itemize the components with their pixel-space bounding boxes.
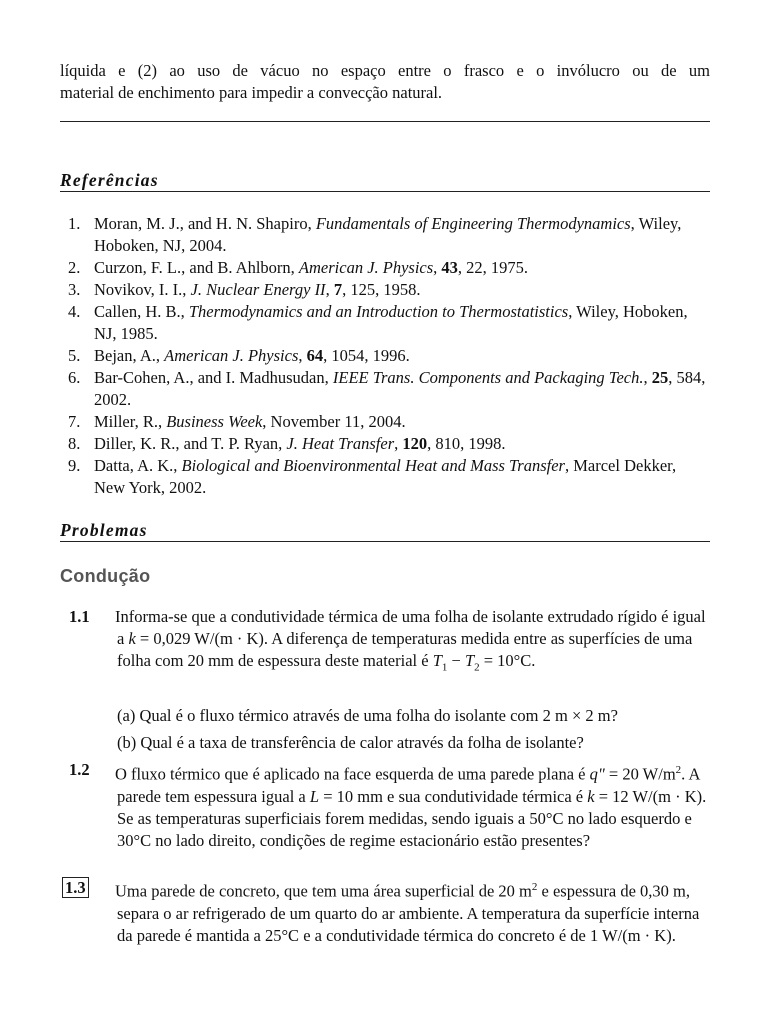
problem-text-part: = 20 W/m: [604, 764, 676, 784]
reference-authors: Bejan, A.,: [94, 346, 165, 365]
superscript: 2: [675, 764, 682, 776]
reference-number: 2.: [68, 258, 81, 277]
problem-text-part: = 12 W/(m · K). Se as temperaturas superficiais forem medidas, sendo iguais a 50°C no lado esquerdo e 30°C no lado direito, condições de regime estacionário estão presentes?: [117, 786, 707, 850]
reference-number: 7.: [68, 412, 81, 431]
reference-item: 3. Novikov, I. I., J. Nuclear Energy II, 7, 125, 1958.: [68, 280, 421, 299]
problems-rule: [60, 541, 710, 542]
problem-1-1: [60, 606, 710, 678]
symbol-q: q": [589, 764, 605, 784]
symbol-k: k: [587, 786, 595, 806]
references-list: [60, 213, 710, 499]
reference-item: [60, 301, 710, 345]
reference-details: , 1054, 1996.: [323, 346, 410, 365]
problems-title: Problemas: [60, 520, 148, 540]
problem-text-part: Uma parede de concreto, que tem uma área superficial de 20 m: [115, 881, 532, 901]
reference-volume: 7: [333, 280, 343, 299]
problem-number: 1.3: [62, 877, 89, 898]
reference-item: 8. Diller, K. R., and T. P. Ryan, J. Heat Transfer, 120, 810, 1998.: [68, 434, 506, 453]
reference-source: Fundamentals of Engineering Thermodynamics: [315, 214, 631, 233]
references-title: Referências: [60, 170, 159, 190]
problem-text-part: = 10 mm e sua condutividade térmica é: [319, 786, 588, 806]
problem-text-part: e espessura de 0,30 m, separa o ar refrigerado de um quarto do ar ambiente. A temperatura da superfície interna da parede é mantida a 25°C e a condutividade térmica do concreto é de 1 W/(m · K).: [117, 881, 700, 945]
reference-details: , 810, 1998.: [427, 434, 506, 453]
reference-source: Biological and Bioenvironmental Heat and Mass Transfer: [181, 456, 565, 475]
reference-number: 3.: [68, 280, 81, 299]
reference-authors: Moran, M. J., and H. N. Shapiro,: [94, 214, 316, 233]
reference-item: [60, 411, 710, 433]
superscript: 2: [531, 881, 538, 893]
problem-number: 1.1: [69, 607, 90, 626]
reference-source: American J. Physics: [298, 258, 434, 277]
reference-item: [60, 213, 710, 257]
reference-details: , Wiley, Hoboken, NJ, 2004.: [94, 214, 682, 255]
symbol-k: k: [128, 629, 136, 648]
problem-text-part: Informa-se que a condutividade térmica de uma folha de isolante extrudado rígido é igual a: [115, 607, 706, 648]
reference-number: 8.: [68, 434, 81, 453]
subscript: 2: [474, 661, 480, 674]
reference-volume: 25: [651, 368, 669, 387]
symbol-t2: T: [464, 651, 475, 670]
reference-authors: Curzon, F. L., and B. Ahlborn,: [94, 258, 299, 277]
reference-details: , 584, 2002.: [94, 368, 706, 409]
problem-text: [117, 876, 710, 947]
reference-number: 5.: [68, 346, 81, 365]
reference-authors: Callen, H. B.,: [94, 302, 189, 321]
problem-1-1-part-b: (b) Qual é a taxa de transferência de calor através da folha de isolante?: [117, 733, 584, 752]
problem-1-1-part-a: (a) Qual é o fluxo térmico através de uma folha do isolante com 2 m × 2 m?: [117, 706, 618, 725]
reference-source: IEEE Trans. Components and Packaging Tech.: [332, 368, 644, 387]
reference-number: 4.: [68, 302, 81, 321]
reference-source: J. Heat Transfer: [286, 434, 395, 453]
reference-volume: 120: [402, 434, 428, 453]
reference-item: 6. Bar-Cohen, A., and I. Madhusudan, IEEE Trans. Components and Packaging Tech., 25, 584, 2002.: [68, 368, 706, 409]
intro-line-2: material de enchimento para impedir a convecção natural.: [60, 83, 443, 102]
problem-text-part: = 0,029 W/(m · K). A diferença de temperaturas medida entre as superfícies de uma folha com 20 mm de espessura deste material é: [117, 629, 693, 670]
reference-number: 9.: [68, 456, 81, 475]
reference-details: , November 11, 2004.: [262, 412, 406, 431]
reference-authors: Datta, A. K.,: [94, 456, 182, 475]
problem-text: [117, 606, 710, 678]
reference-volume: 64: [306, 346, 324, 365]
problem-1-2: [60, 759, 710, 852]
reference-authors: Miller, R.,: [94, 412, 167, 431]
reference-volume: 43: [441, 258, 458, 277]
problem-text: [117, 759, 710, 852]
intro-line-1: líquida e (2) ao uso de vácuo no espaço entre o frasco e o invólucro ou de um: [60, 61, 710, 80]
problem-text-part: O fluxo térmico que é aplicado na face esquerda de uma parede plana é: [115, 764, 590, 784]
reference-number: 6.: [68, 368, 81, 387]
reference-number: 1.: [68, 214, 81, 233]
symbol-t1: T: [432, 651, 442, 670]
reference-authors: Novikov, I. I.,: [94, 280, 191, 299]
reference-item: 2. Curzon, F. L., and B. Ahlborn, American J. Physics, 43, 22, 1975.: [68, 258, 529, 277]
reference-item: [60, 455, 710, 499]
intro-paragraph: [60, 60, 710, 104]
problem-text-part: = 10°C.: [479, 651, 536, 670]
reference-item: 5. Bejan, A., American J. Physics, 64, 1054, 1996.: [68, 346, 410, 365]
references-rule: [60, 191, 710, 192]
reference-source: Thermodynamics and an Introduction to Thermostatistics: [188, 302, 569, 321]
reference-source: J. Nuclear Energy II: [190, 280, 326, 299]
problem-1-3: [60, 876, 710, 947]
symbol-L: L: [309, 786, 320, 806]
subsection-heading: Condução: [60, 566, 151, 586]
reference-authors: Diller, K. R., and T. P. Ryan,: [94, 434, 287, 453]
subscript: 1: [441, 661, 448, 674]
problem-number: 1.2: [69, 760, 90, 779]
reference-details: , 22, 1975.: [457, 258, 529, 277]
reference-details: , Marcel Dekker, New York, 2002.: [94, 456, 677, 497]
reference-details: , Wiley, Hoboken, NJ, 1985.: [94, 302, 688, 343]
section-divider: [60, 121, 710, 122]
reference-source: American J. Physics: [164, 346, 299, 365]
problem-text-part: −: [447, 651, 465, 670]
reference-source: Business Week: [166, 412, 263, 431]
problem-text-part: . A parede tem espessura igual a: [117, 764, 700, 806]
reference-authors: Bar-Cohen, A., and I. Madhusudan,: [94, 368, 333, 387]
reference-details: , 125, 1958.: [342, 280, 421, 299]
